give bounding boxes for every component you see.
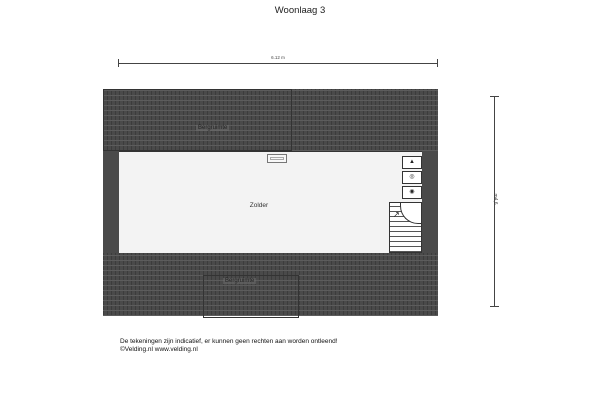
- disclaimer: [120, 338, 338, 354]
- top-storage-area: [103, 89, 292, 151]
- heater-icon: ▲: [402, 156, 422, 169]
- roof-top: [103, 89, 438, 151]
- depth-dimension-tick-bottom: [490, 306, 499, 307]
- left-wall: [103, 151, 119, 253]
- washer-icon: ◎: [402, 171, 422, 184]
- roof-hatch-icon: [267, 154, 287, 163]
- depth-dimension: [489, 96, 501, 307]
- credit-text: ©Velding.nl www.velding.nl: [120, 346, 198, 353]
- width-dimension-label: 6.12 m: [271, 55, 285, 60]
- staircase-turn: [400, 203, 421, 224]
- width-dimension-tick-left: [118, 59, 119, 67]
- right-wall: [422, 151, 438, 253]
- top-storage-label: Bergruimte: [198, 125, 228, 131]
- dryer-icon: ◉: [402, 186, 422, 199]
- floor-plan: [103, 89, 438, 316]
- width-dimension-line: [118, 63, 438, 64]
- depth-dimension-label: m4,6: [492, 193, 498, 205]
- roof-bottom: [103, 253, 438, 316]
- bottom-storage-label: Bergruimte: [225, 278, 255, 284]
- width-dimension: [118, 56, 438, 68]
- staircase-icon: [389, 202, 422, 253]
- depth-dimension-tick-top: [490, 96, 499, 97]
- disclaimer-text: De tekeningen zijn indicatief, er kunnen geen rechten aan worden ontleend!: [120, 338, 338, 345]
- floor-title: Woonlaag 3: [274, 5, 326, 16]
- attic-label: Zolder: [249, 202, 269, 209]
- width-dimension-tick-right: [437, 59, 438, 67]
- staircase-arrow-icon: ↗: [393, 210, 400, 219]
- attic-floor: [119, 151, 422, 255]
